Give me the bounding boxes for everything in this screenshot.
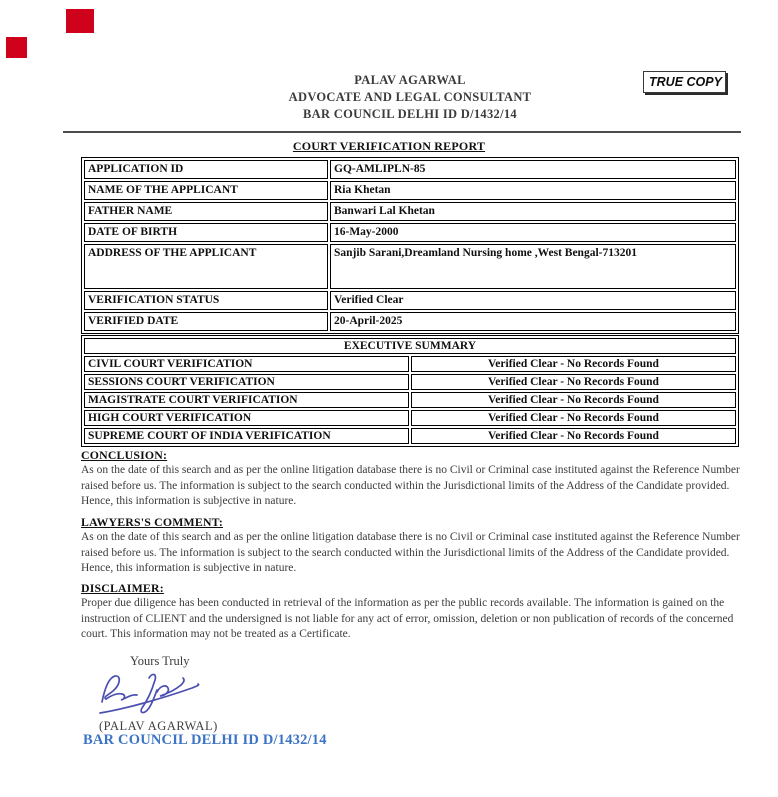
table-row [84, 202, 736, 221]
executive-summary-table [81, 335, 739, 447]
verification-type: CIVIL COURT VERIFICATION [84, 356, 409, 372]
table-row [84, 356, 736, 372]
table-row [84, 160, 736, 179]
red-marker-left [6, 37, 27, 58]
verification-type: SUPREME COURT OF INDIA VERIFICATION [84, 428, 409, 444]
verification-type: SESSIONS COURT VERIFICATION [84, 374, 409, 390]
detail-value: 16-May-2000 [330, 223, 736, 242]
table-row [84, 223, 736, 242]
verification-type: MAGISTRATE COURT VERIFICATION [84, 392, 409, 408]
table-row [84, 410, 736, 426]
applicant-details-table [81, 157, 739, 334]
true-copy-stamp [643, 71, 726, 93]
red-marker-top [66, 9, 94, 33]
verification-result: Verified Clear - No Records Found [411, 356, 736, 372]
executive-summary-heading: EXECUTIVE SUMMARY [84, 338, 736, 354]
detail-label: APPLICATION ID [84, 160, 328, 179]
verification-result: Verified Clear - No Records Found [411, 392, 736, 408]
conclusion-text: As on the date of this search and as per the online litigation database there is no Civil or Criminal case instituted against the Reference Number raised before us. The information is subject to the search conducted within the Jurisdictional limits of the Address of the Candidate provided. Hence, this information is subjective in nature. [81, 464, 740, 508]
detail-label: VERIFIED DATE [84, 312, 328, 331]
verification-result: Verified Clear - No Records Found [411, 410, 736, 426]
letterhead-designation: ADVOCATE AND LEGAL CONSULTANT [288, 90, 532, 104]
salutation: Yours Truly [130, 654, 190, 668]
executive-summary-header-row [84, 338, 736, 354]
lawyers-comment-heading: LAWYERS'S COMMENT: [81, 515, 224, 529]
table-row [84, 428, 736, 444]
detail-value: Ria Khetan [330, 181, 736, 200]
table-row-address [84, 244, 736, 289]
lawyers-comment-text: As on the date of this search and as per the online litigation database there is no Civil or Criminal case instituted against the Reference Number raised before us. The information is subject to the search conducted within the Jurisdictional limits of the Address of the Candidate provided. Hence, this information is subjective in nature. [81, 531, 740, 575]
table-row [84, 291, 736, 310]
detail-value: 20-April-2025 [330, 312, 736, 331]
document-title: COURT VERIFICATION REPORT [292, 139, 486, 153]
letterhead-bar-id: BAR COUNCIL DELHI ID D/1432/14 [303, 107, 517, 121]
table-row [84, 392, 736, 408]
conclusion-heading: CONCLUSION: [81, 448, 168, 462]
detail-value: Sanjib Sarani,Dreamland Nursing home ,West Bengal-713201 [330, 244, 736, 289]
header-divider-line [63, 131, 741, 133]
detail-label: NAME OF THE APPLICANT [84, 181, 328, 200]
letterhead-name: PALAV AGARWAL [354, 73, 466, 87]
signature-scribble-icon [92, 668, 212, 720]
detail-label: FATHER NAME [84, 202, 328, 221]
handwritten-signature [92, 668, 212, 725]
signatory-name: (PALAV AGARWAL) [99, 719, 218, 733]
detail-value: Verified Clear [330, 291, 736, 310]
disclaimer-heading: DISCLAIMER: [81, 581, 164, 595]
table-row [84, 181, 736, 200]
detail-label: ADDRESS OF THE APPLICANT [84, 244, 328, 289]
verification-result: Verified Clear - No Records Found [411, 374, 736, 390]
table-row [84, 312, 736, 331]
verification-result: Verified Clear - No Records Found [411, 428, 736, 444]
detail-value: GQ-AMLIPLN-85 [330, 160, 736, 179]
bar-council-id: BAR COUNCIL DELHI ID D/1432/14 [83, 732, 327, 748]
letterhead [80, 72, 740, 123]
verification-type: HIGH COURT VERIFICATION [84, 410, 409, 426]
table-row [84, 374, 736, 390]
detail-value: Banwari Lal Khetan [330, 202, 736, 221]
disclaimer-text: Proper due diligence has been conducted in retrieval of the information as per the public records available. The information is gained on the instruction of CLIENT and the undersigned is not liable for any act of error, omission, deletion or non publication of records of the concerned court. This information may not be treated as a Certificate. [81, 597, 734, 641]
detail-label: DATE OF BIRTH [84, 223, 328, 242]
detail-label: VERIFICATION STATUS [84, 291, 328, 310]
true-copy-stamp-label: TRUE COPY [649, 75, 722, 89]
